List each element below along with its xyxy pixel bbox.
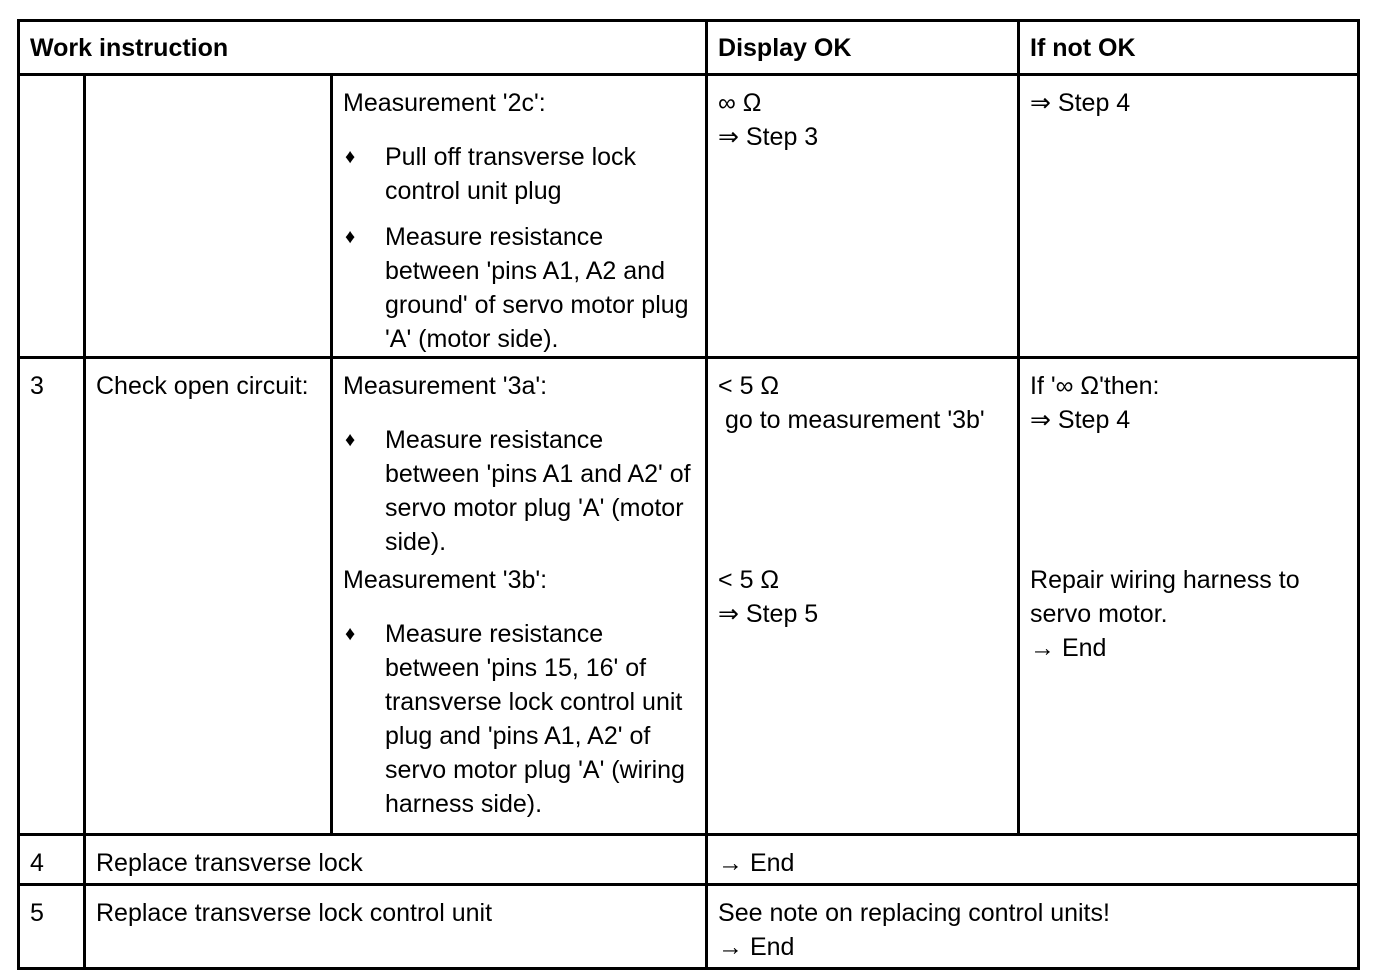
display-ok-line: < 5 Ω bbox=[718, 372, 780, 400]
display-ok-cell bbox=[707, 75, 1019, 358]
table-row bbox=[19, 885, 1359, 969]
action-text: Check open circuit: bbox=[85, 358, 332, 835]
display-ok-cell bbox=[707, 563, 1019, 835]
result-line: See note on replacing control units! bbox=[718, 899, 1110, 927]
header-display-ok: Display OK bbox=[707, 21, 1019, 75]
diamond-bullet-icon: ♦ bbox=[345, 146, 356, 168]
display-ok-line: go to measurement '3b' bbox=[718, 406, 985, 434]
diamond-bullet-icon: ♦ bbox=[345, 429, 356, 451]
if-not-ok-line: Repair wiring harness to servo motor. bbox=[1030, 565, 1300, 628]
if-not-ok-line: → End bbox=[1030, 633, 1107, 662]
result-cell bbox=[707, 885, 1359, 969]
bullet-item bbox=[343, 423, 697, 559]
action-text: Replace transverse lock bbox=[85, 835, 707, 885]
step-number: 3 bbox=[19, 358, 85, 835]
if-not-ok-cell bbox=[1019, 563, 1359, 835]
table-row bbox=[19, 358, 1359, 563]
bullet-text: Pull off transverse lock control unit plug bbox=[385, 143, 637, 205]
display-ok-line: ⇒ Step 3 bbox=[718, 123, 819, 151]
measurement-title: Measurement '3a': bbox=[343, 372, 548, 400]
measurement-title: Measurement '3b': bbox=[343, 565, 548, 594]
step-cell bbox=[19, 75, 85, 358]
bullet-item bbox=[343, 140, 697, 208]
step-number: 5 bbox=[19, 885, 85, 969]
measurement-title: Measurement '2c': bbox=[343, 89, 546, 117]
if-not-ok-line: ⇒ Step 4 bbox=[1030, 89, 1131, 117]
diamond-bullet-icon: ♦ bbox=[345, 622, 356, 645]
header-work-instruction: Work instruction bbox=[19, 21, 707, 75]
display-ok-line: < 5 Ω bbox=[718, 565, 780, 594]
measurement-cell bbox=[332, 563, 707, 835]
bullet-text: Measure resistance between 'pins A1 and A2' of servo motor plug 'A' (motor side). bbox=[385, 426, 691, 556]
display-ok-cell bbox=[707, 358, 1019, 563]
if-not-ok-cell bbox=[1019, 358, 1359, 563]
display-ok-line: ∞ Ω bbox=[718, 89, 762, 117]
measurement-cell bbox=[332, 75, 707, 358]
if-not-ok-line: If '∞ Ω'then: bbox=[1030, 372, 1160, 400]
table-row bbox=[19, 75, 1359, 358]
diamond-bullet-icon: ♦ bbox=[345, 226, 356, 248]
bullet-text: Measure resistance between 'pins 15, 16' of transverse lock control unit plug and 'pins A1, A2' of servo motor plug 'A' (wiring harness side). bbox=[385, 619, 685, 818]
table-row bbox=[19, 835, 1359, 885]
display-ok-line: ⇒ Step 5 bbox=[718, 599, 819, 628]
bullet-item bbox=[343, 220, 697, 356]
if-not-ok-cell bbox=[1019, 75, 1359, 358]
action-text: Replace transverse lock control unit bbox=[85, 885, 707, 969]
action-cell bbox=[85, 75, 332, 358]
measurement-cell bbox=[332, 358, 707, 563]
result-line: → End bbox=[718, 849, 795, 877]
header-row bbox=[19, 21, 1359, 75]
bullet-text: Measure resistance between 'pins A1, A2 and ground' of servo motor plug 'A' (motor side). bbox=[385, 223, 689, 353]
work-instruction-document bbox=[17, 19, 1357, 970]
result-line: → End bbox=[718, 933, 795, 961]
bullet-item bbox=[343, 617, 697, 821]
if-not-ok-line: ⇒ Step 4 bbox=[1030, 406, 1131, 434]
header-if-not-ok: If not OK bbox=[1019, 21, 1359, 75]
result-cell bbox=[707, 835, 1359, 885]
work-instruction-table bbox=[17, 19, 1360, 970]
step-number: 4 bbox=[19, 835, 85, 885]
